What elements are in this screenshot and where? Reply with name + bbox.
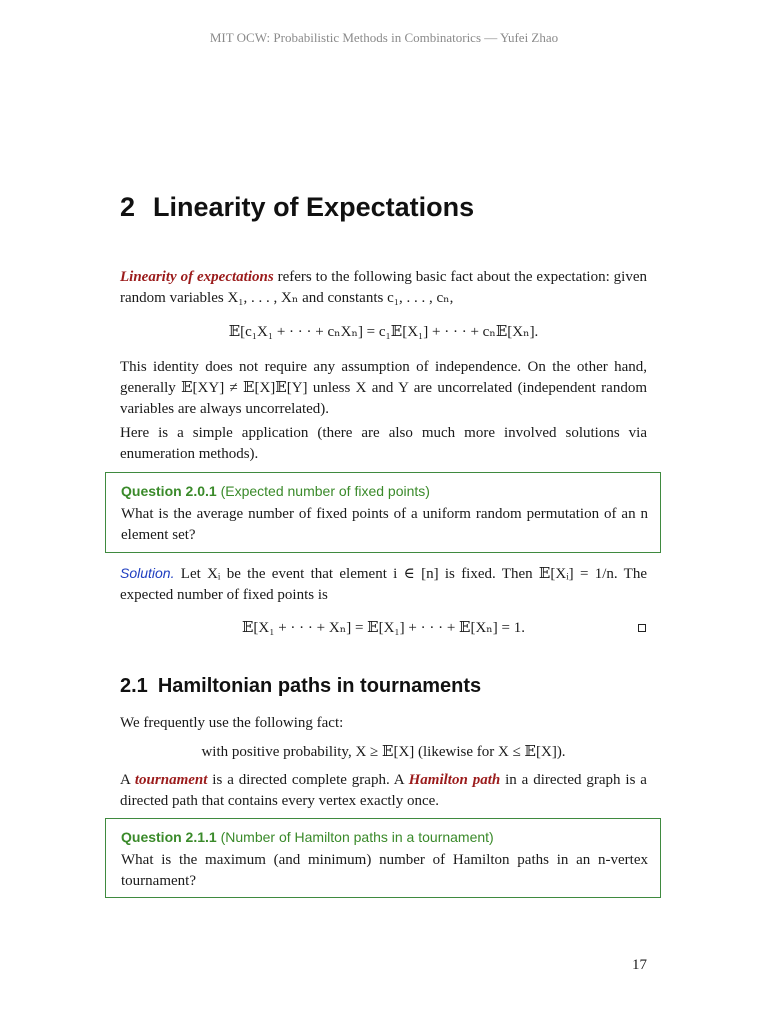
- question-text: What is the average number of fixed points of a uniform random permutation of an n element set?: [121, 506, 648, 543]
- section-title-text: Hamiltonian paths in tournaments: [157, 675, 482, 697]
- definition-text: A: [120, 772, 135, 788]
- section-number: 2.1: [120, 675, 148, 697]
- tournament-term: tournament: [134, 772, 208, 788]
- solution-label: Solution.: [120, 565, 175, 581]
- definitions-paragraph: [120, 770, 647, 812]
- question-number: Question 2.0.1: [121, 483, 217, 499]
- question-box-2-1-1: [105, 818, 661, 898]
- linearity-equation: 𝔼[c₁X₁ + · · · + cₙXₙ] = c₁𝔼[X₁] + · · · + cₙ𝔼[Xₙ].: [228, 324, 539, 340]
- chapter-title: [120, 192, 474, 223]
- question-title: (Expected number of fixed points): [220, 483, 430, 499]
- intro-text: refers to the following basic fact about the expectation: given random variables X₁, . . . , Xₙ and constants c₁, . . . , cₙ,: [120, 269, 647, 306]
- question-title: (Number of Hamilton paths in a tournament): [220, 829, 494, 845]
- question-heading: [121, 829, 494, 845]
- chapter-title-text: Linearity of Expectations: [153, 192, 475, 222]
- question-number: Question 2.1.1: [121, 829, 217, 845]
- definition-text: in a directed graph is a directed path that contains every vertex exactly once.: [120, 772, 647, 809]
- question-heading: [121, 483, 430, 499]
- application-paragraph: Here is a simple application (there are also much more involved solutions via enumeration methods).: [120, 425, 647, 462]
- section-title: [120, 675, 481, 698]
- chapter-number: 2: [120, 192, 136, 222]
- solution-text: Let Xᵢ be the event that element i ∈ [n] is fixed. Then 𝔼[Xᵢ] = 1/n. The expected number of fixed points is: [120, 566, 647, 603]
- solution-equation: 𝔼[X₁ + · · · + Xₙ] = 𝔼[X₁] + · · · + 𝔼[Xₙ] = 1.: [241, 620, 525, 636]
- fact-intro-paragraph: We frequently use the following fact:: [120, 715, 344, 731]
- fact-display: with positive probability, X ≥ 𝔼[X] (likewise for X ≤ 𝔼[X]).: [201, 744, 566, 760]
- definition-text: is a directed complete graph. A: [207, 772, 409, 788]
- independence-paragraph: This identity does not require any assumption of independence. On the other hand, generally 𝔼[XY] ≠ 𝔼[X]𝔼[Y] unless X and Y are uncorrelated (independent random variables are always uncorrelated).: [120, 359, 647, 417]
- question-box-2-0-1: [105, 472, 661, 553]
- running-head: MIT OCW: Probabilistic Methods in Combinatorics — Yufei Zhao: [209, 30, 559, 45]
- qed-square: [638, 624, 646, 632]
- solution-paragraph: [120, 563, 647, 606]
- hamilton-path-term: Hamilton path: [408, 772, 501, 788]
- linearity-term: Linearity of expectations: [120, 269, 274, 285]
- question-text: What is the maximum (and minimum) number of Hamilton paths in an n-vertex tournament?: [121, 852, 648, 889]
- page-number: 17: [632, 957, 647, 973]
- intro-paragraph: [120, 267, 647, 309]
